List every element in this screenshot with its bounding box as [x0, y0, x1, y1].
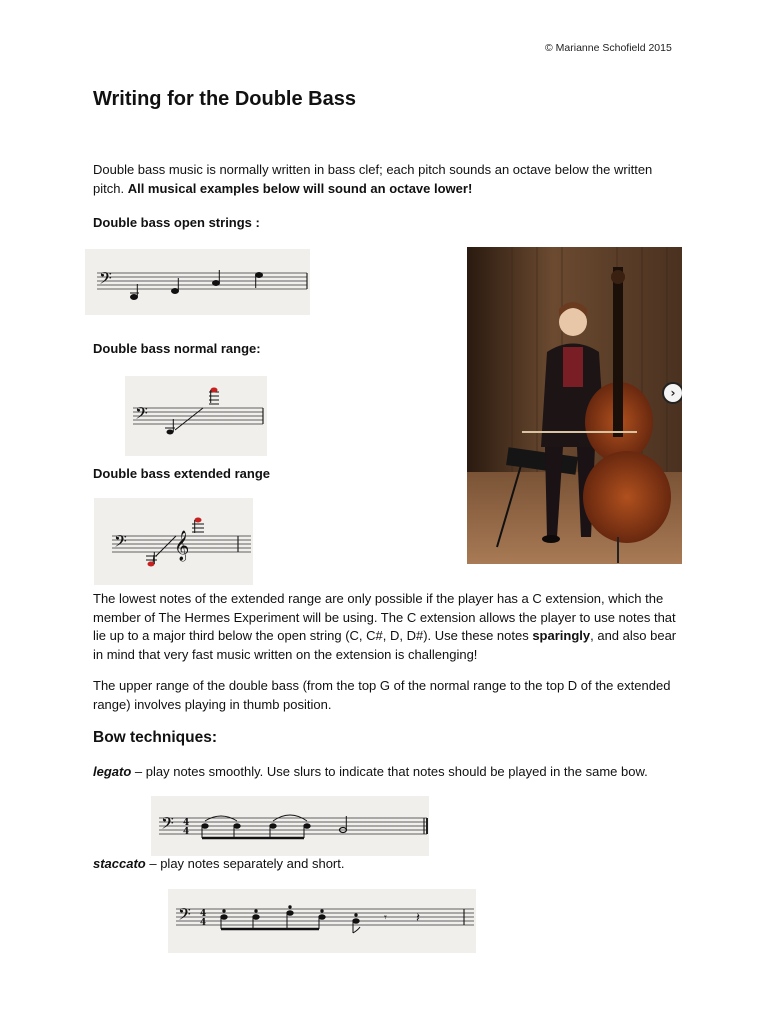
extended-range-score [94, 498, 253, 585]
page-title: Writing for the Double Bass [93, 88, 356, 110]
extension-paragraph [93, 590, 683, 664]
copyright-notice: © Marianne Schofield 2015 [545, 42, 672, 54]
svg-text:𝄞: 𝄞 [174, 531, 190, 561]
svg-text:𝄾: 𝄾 [384, 911, 387, 924]
staccato-term: staccato [93, 856, 146, 871]
svg-text:𝄢: 𝄢 [99, 268, 112, 292]
svg-text:4: 4 [183, 818, 190, 828]
svg-text:𝄢: 𝄢 [161, 813, 174, 837]
legato-description: – play notes smoothly. Use slurs to indicate that notes should be played in the same bow. [131, 764, 648, 779]
extended-range-heading: Double bass extended range [93, 466, 270, 481]
svg-text:4: 4 [200, 918, 207, 928]
svg-text:𝄢: 𝄢 [135, 403, 148, 427]
open-strings-score [85, 249, 310, 315]
svg-text:𝄽: 𝄽 [416, 911, 420, 926]
double-bass-player-photo [467, 247, 682, 564]
open-strings-heading: Double bass open strings : [93, 215, 260, 230]
chevron-right-icon[interactable]: › [662, 382, 682, 404]
svg-text:𝄢: 𝄢 [114, 531, 127, 555]
extension-text-2: , and also bear in mind that very fast music written on the extension is challenging! [93, 628, 677, 662]
svg-text:𝄢: 𝄢 [178, 904, 191, 928]
staccato-description: – play notes separately and short. [145, 856, 345, 871]
svg-text:4: 4 [183, 827, 190, 837]
intro-bold-text: All musical examples below will sound an octave lower! [127, 180, 473, 196]
staccato-paragraph [93, 855, 683, 874]
legato-term: legato [93, 764, 132, 779]
normal-range-score [125, 376, 267, 456]
intro-paragraph [93, 161, 683, 198]
intro-text: Double bass music is normally written in bass clef; each pitch sounds an octave below the written pitch. [93, 162, 653, 196]
extension-bold-text: sparingly [532, 628, 591, 643]
extension-text-1: The lowest notes of the extended range are only possible if the player has a C extension, which the member of The Hermes Experiment will be using. The C extension allows the player to use notes that lie up to a major third below the open string (C, C#, D, D#). Use these notes [93, 591, 676, 643]
upper-range-paragraph: The upper range of the double bass (from the top G of the normal range to the top D of the extended range) involves playing in thumb position. [93, 678, 671, 712]
normal-range-heading: Double bass normal range: [93, 341, 261, 356]
legato-paragraph [93, 763, 683, 782]
staccato-score [168, 889, 476, 953]
legato-score [151, 796, 429, 856]
bow-techniques-heading: Bow techniques: [93, 729, 218, 746]
svg-text:4: 4 [200, 909, 207, 919]
